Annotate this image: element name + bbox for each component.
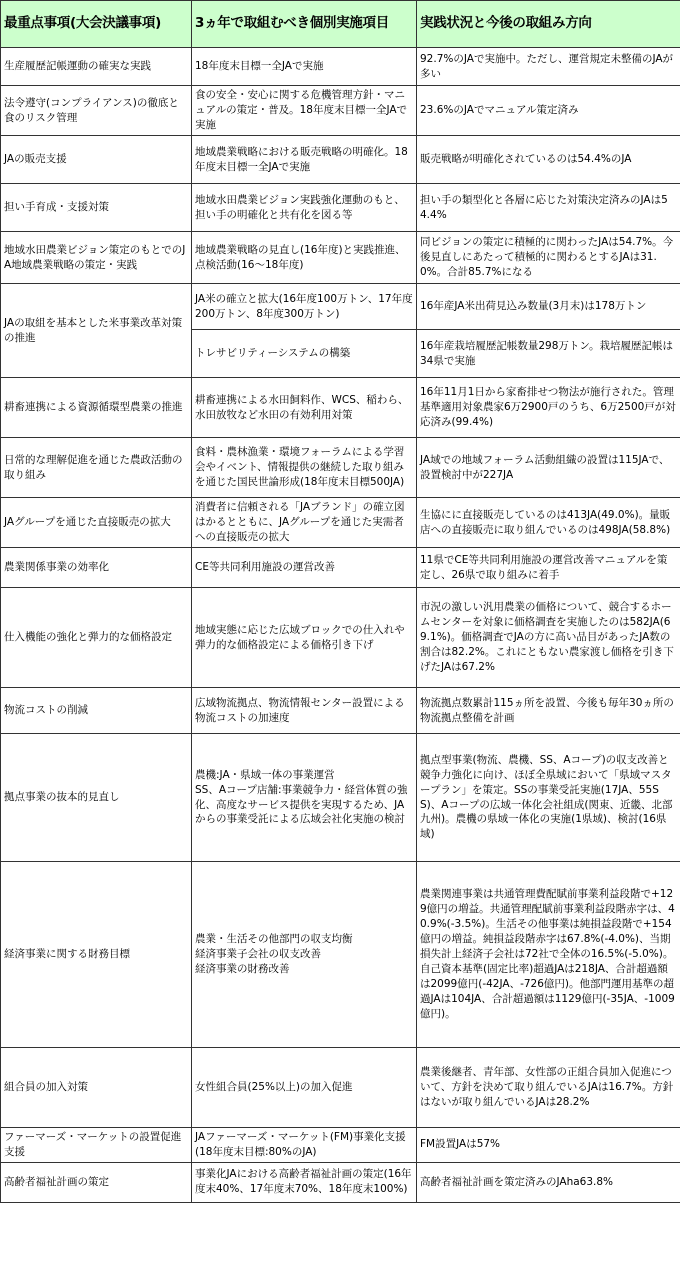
priority-topic-cell: 担い手育成・支援対策 xyxy=(1,184,192,232)
priority-topic-cell: 拠点事業の抜本的見直し xyxy=(1,734,192,862)
table-row xyxy=(1,232,680,284)
action-item-cell: 消費者に信頼される「JAブランド」の確立図はかるとともに、JAグループを通じた実需者への直接販売の拡大 xyxy=(192,498,417,548)
action-item-cell: 地域水田農業ビジョン実践強化運動のもと、担い手の明確化と共有化を図る等 xyxy=(192,184,417,232)
status-cell: 高齢者福祉計画を策定済みのJAha63.8% xyxy=(417,1162,680,1202)
status-cell: 16年産栽培履歴記帳数量298万トン。栽培履歴記帳は34県で実施 xyxy=(417,330,680,378)
priority-topic-cell: JAの販売支援 xyxy=(1,136,192,184)
header-action-item: 3ヵ年で取組むべき個別実施項目 xyxy=(192,1,417,48)
header-priority-topic: 最重点事項(大会決議事項) xyxy=(1,1,192,48)
status-cell: 11県でCE等共同利用施設の運営改善マニュアルを策定し、26県で取り組みに着手 xyxy=(417,548,680,588)
priority-topic-cell: 地域水田農業ビジョン策定のもとでのJA地域農業戦略の策定・実践 xyxy=(1,232,192,284)
action-item-cell: 地域農業戦略における販売戦略の明確化。18年度末目標一全JAで実施 xyxy=(192,136,417,184)
table-row xyxy=(1,136,680,184)
priority-topic-cell: 組合員の加入対策 xyxy=(1,1048,192,1128)
table-row xyxy=(1,498,680,548)
priority-topic-cell: 物流コストの削減 xyxy=(1,688,192,734)
priority-topic-cell: 耕畜連携による資源循環型農業の推進 xyxy=(1,378,192,438)
table-row xyxy=(1,284,680,330)
status-cell: 23.6%のJAでマニュアル策定済み xyxy=(417,86,680,136)
priority-topic-cell: JAの取組を基本とした米事業改革対策の推進 xyxy=(1,284,192,378)
action-item-cell: 耕畜連携による水田飼料作、WCS、稲わら、水田放牧など水田の有効利用対策 xyxy=(192,378,417,438)
action-item-cell: 18年度末目標一全JAで実施 xyxy=(192,48,417,86)
status-cell: 農業関連事業は共通管理費配賦前事業利益段階で+129億円の増益。共通管理配賦前事業利益段階赤字は、40.9%(-3.5%)。生活その他事業は純損益段階で+154億円の増益。純損益段階赤字は67.8%(-4.0%)、当期損失計上経済子会社は72社で全体の16.5%(-5.0%)。自己資本基準(固定比率)超過JAは218JA、合計超過額は2099億円(-42JA、-726億円)。他部門運用基準の超過JAは104JA、合計超過額は1129億円(-35JA、-1009億円)。 xyxy=(417,862,680,1048)
status-cell: 16年産JA米出荷見込み数量(3月末)は178万トン xyxy=(417,284,680,330)
status-cell: 物流拠点数累計115ヵ所を設置、今後も毎年30ヵ所の物流拠点整備を計画 xyxy=(417,688,680,734)
status-cell: JA域での地域フォーラム活動組織の設置は115JAで、設置検討中が227JA xyxy=(417,438,680,498)
status-cell: 16年11月1日から家畜排せつ物法が施行された。管理基準適用対象農家6万2900戸のうち、6万2500戸が対応済み(99.4%) xyxy=(417,378,680,438)
status-cell: 担い手の類型化と各層に応じた対策決定済みのJAは54.4% xyxy=(417,184,680,232)
priority-topic-cell: 農業関係事業の効率化 xyxy=(1,548,192,588)
priority-topic-cell: 日常的な理解促進を通じた農政活動の取り組み xyxy=(1,438,192,498)
action-item-cell: JAファーマーズ・マーケット(FM)事業化支援(18年度末目標:80%のJA) xyxy=(192,1128,417,1163)
table-row xyxy=(1,688,680,734)
table-row xyxy=(1,1048,680,1128)
action-item-cell: 地域農業戦略の見直し(16年度)と実践推進、点検活動(16～18年度) xyxy=(192,232,417,284)
table-row xyxy=(1,48,680,86)
status-cell: FM設置JAは57% xyxy=(417,1128,680,1163)
status-cell: 農業後継者、青年部、女性部の正組合員加入促進について、方針を決めて取り組んでいるJAは16.7%。方針はないが取り組んでいるJAは28.2% xyxy=(417,1048,680,1128)
priority-topic-cell: 生産履歴記帳運動の確実な実践 xyxy=(1,48,192,86)
table-row xyxy=(1,734,680,862)
table-row xyxy=(1,378,680,438)
header-row xyxy=(1,1,680,48)
action-item-cell: CE等共同利用施設の運営改善 xyxy=(192,548,417,588)
table-body xyxy=(1,48,680,1203)
table-row xyxy=(1,862,680,1048)
table-row xyxy=(1,86,680,136)
action-item-cell: 事業化JAにおける高齢者福祉計画の策定(16年度末40%、17年度末70%、18年度末100%) xyxy=(192,1162,417,1202)
table-row xyxy=(1,1162,680,1202)
action-item-cell: JA米の確立と拡大(16年度100万トン、17年度200万トン、8年度300万トン) xyxy=(192,284,417,330)
action-item-cell: 農業・生活その他部門の収支均衡 経済事業子会社の収支改善 経済事業の財務改善 xyxy=(192,862,417,1048)
priority-topic-cell: 仕入機能の強化と弾力的な価格設定 xyxy=(1,588,192,688)
status-cell: 生協にに直接販売しているのは413JA(49.0%)。量販店への直接販売に取り組んでいるのは498JA(58.8%) xyxy=(417,498,680,548)
priority-topic-cell: 高齢者福祉計画の策定 xyxy=(1,1162,192,1202)
table-row xyxy=(1,1128,680,1163)
status-cell: 市況の激しい汎用農業の価格について、競合するホームセンターを対象に価格調査を実施したのは582JA(69.1%)。価格調査でJAの方に高い品目があったJA数の割合は82.2%。これにともない農家渡し価格を引き下げたJAは67.2% xyxy=(417,588,680,688)
table-row xyxy=(1,438,680,498)
header-status: 実践状況と今後の取組み方向 xyxy=(417,1,680,48)
table-row xyxy=(1,548,680,588)
action-item-cell: 広域物流拠点、物流情報センター設置による物流コストの加速度 xyxy=(192,688,417,734)
priority-topic-cell: 経済事業に関する財務目標 xyxy=(1,862,192,1048)
action-item-cell: 地域実態に応じた広域ブロックでの仕入れや弾力的な価格設定による価格引き下げ xyxy=(192,588,417,688)
status-cell: 92.7%のJAで実施中。ただし、運営規定未整備のJAが多い xyxy=(417,48,680,86)
status-cell: 同ビジョンの策定に積極的に関わったJAは54.7%。今後見直しにあたって積極的に関わるとするJAは31.0%。合計85.7%になる xyxy=(417,232,680,284)
table-row xyxy=(1,588,680,688)
action-item-cell: トレサビリティーシステムの構築 xyxy=(192,330,417,378)
status-cell: 販売戦略が明確化されているのは54.4%のJA xyxy=(417,136,680,184)
action-item-cell: 食の安全・安心に関する危機管理方針・マニュアルの策定・普及。18年度末目標一全JAで実施 xyxy=(192,86,417,136)
priority-topic-cell: ファーマーズ・マーケットの設置促進支援 xyxy=(1,1128,192,1163)
action-item-cell: 女性組合員(25%以上)の加入促進 xyxy=(192,1048,417,1128)
priority-topic-cell: 法令遵守(コンプライアンス)の徹底と食のリスク管理 xyxy=(1,86,192,136)
priority-topic-cell: JAグループを通じた直接販売の拡大 xyxy=(1,498,192,548)
action-item-cell: 食料・農林漁業・環境フォーラムによる学習会やイベント、情報提供の継続した取り組みを通じた国民世論形成(18年度末目標500JA) xyxy=(192,438,417,498)
status-cell: 拠点型事業(物流、農機、SS、Aコープ)の収支改善と競争力強化に向け、ほぼ全県域において「県域マスタープラン」を策定。SSの事業受託実施(17JA、55SS)、Aコープの広域一体化会社組成(関東、近畿、北部九州)。農機の県域一体化の実施(1県域)、検討(16県域) xyxy=(417,734,680,862)
table-row xyxy=(1,184,680,232)
action-item-cell: 農機:JA・県域一体の事業運営 SS、Aコープ店舗:事業競争力・経営体質の強化、高度なサービス提供を実現するため、JAからの事業受託による広域会社化実施の検討 xyxy=(192,734,417,862)
